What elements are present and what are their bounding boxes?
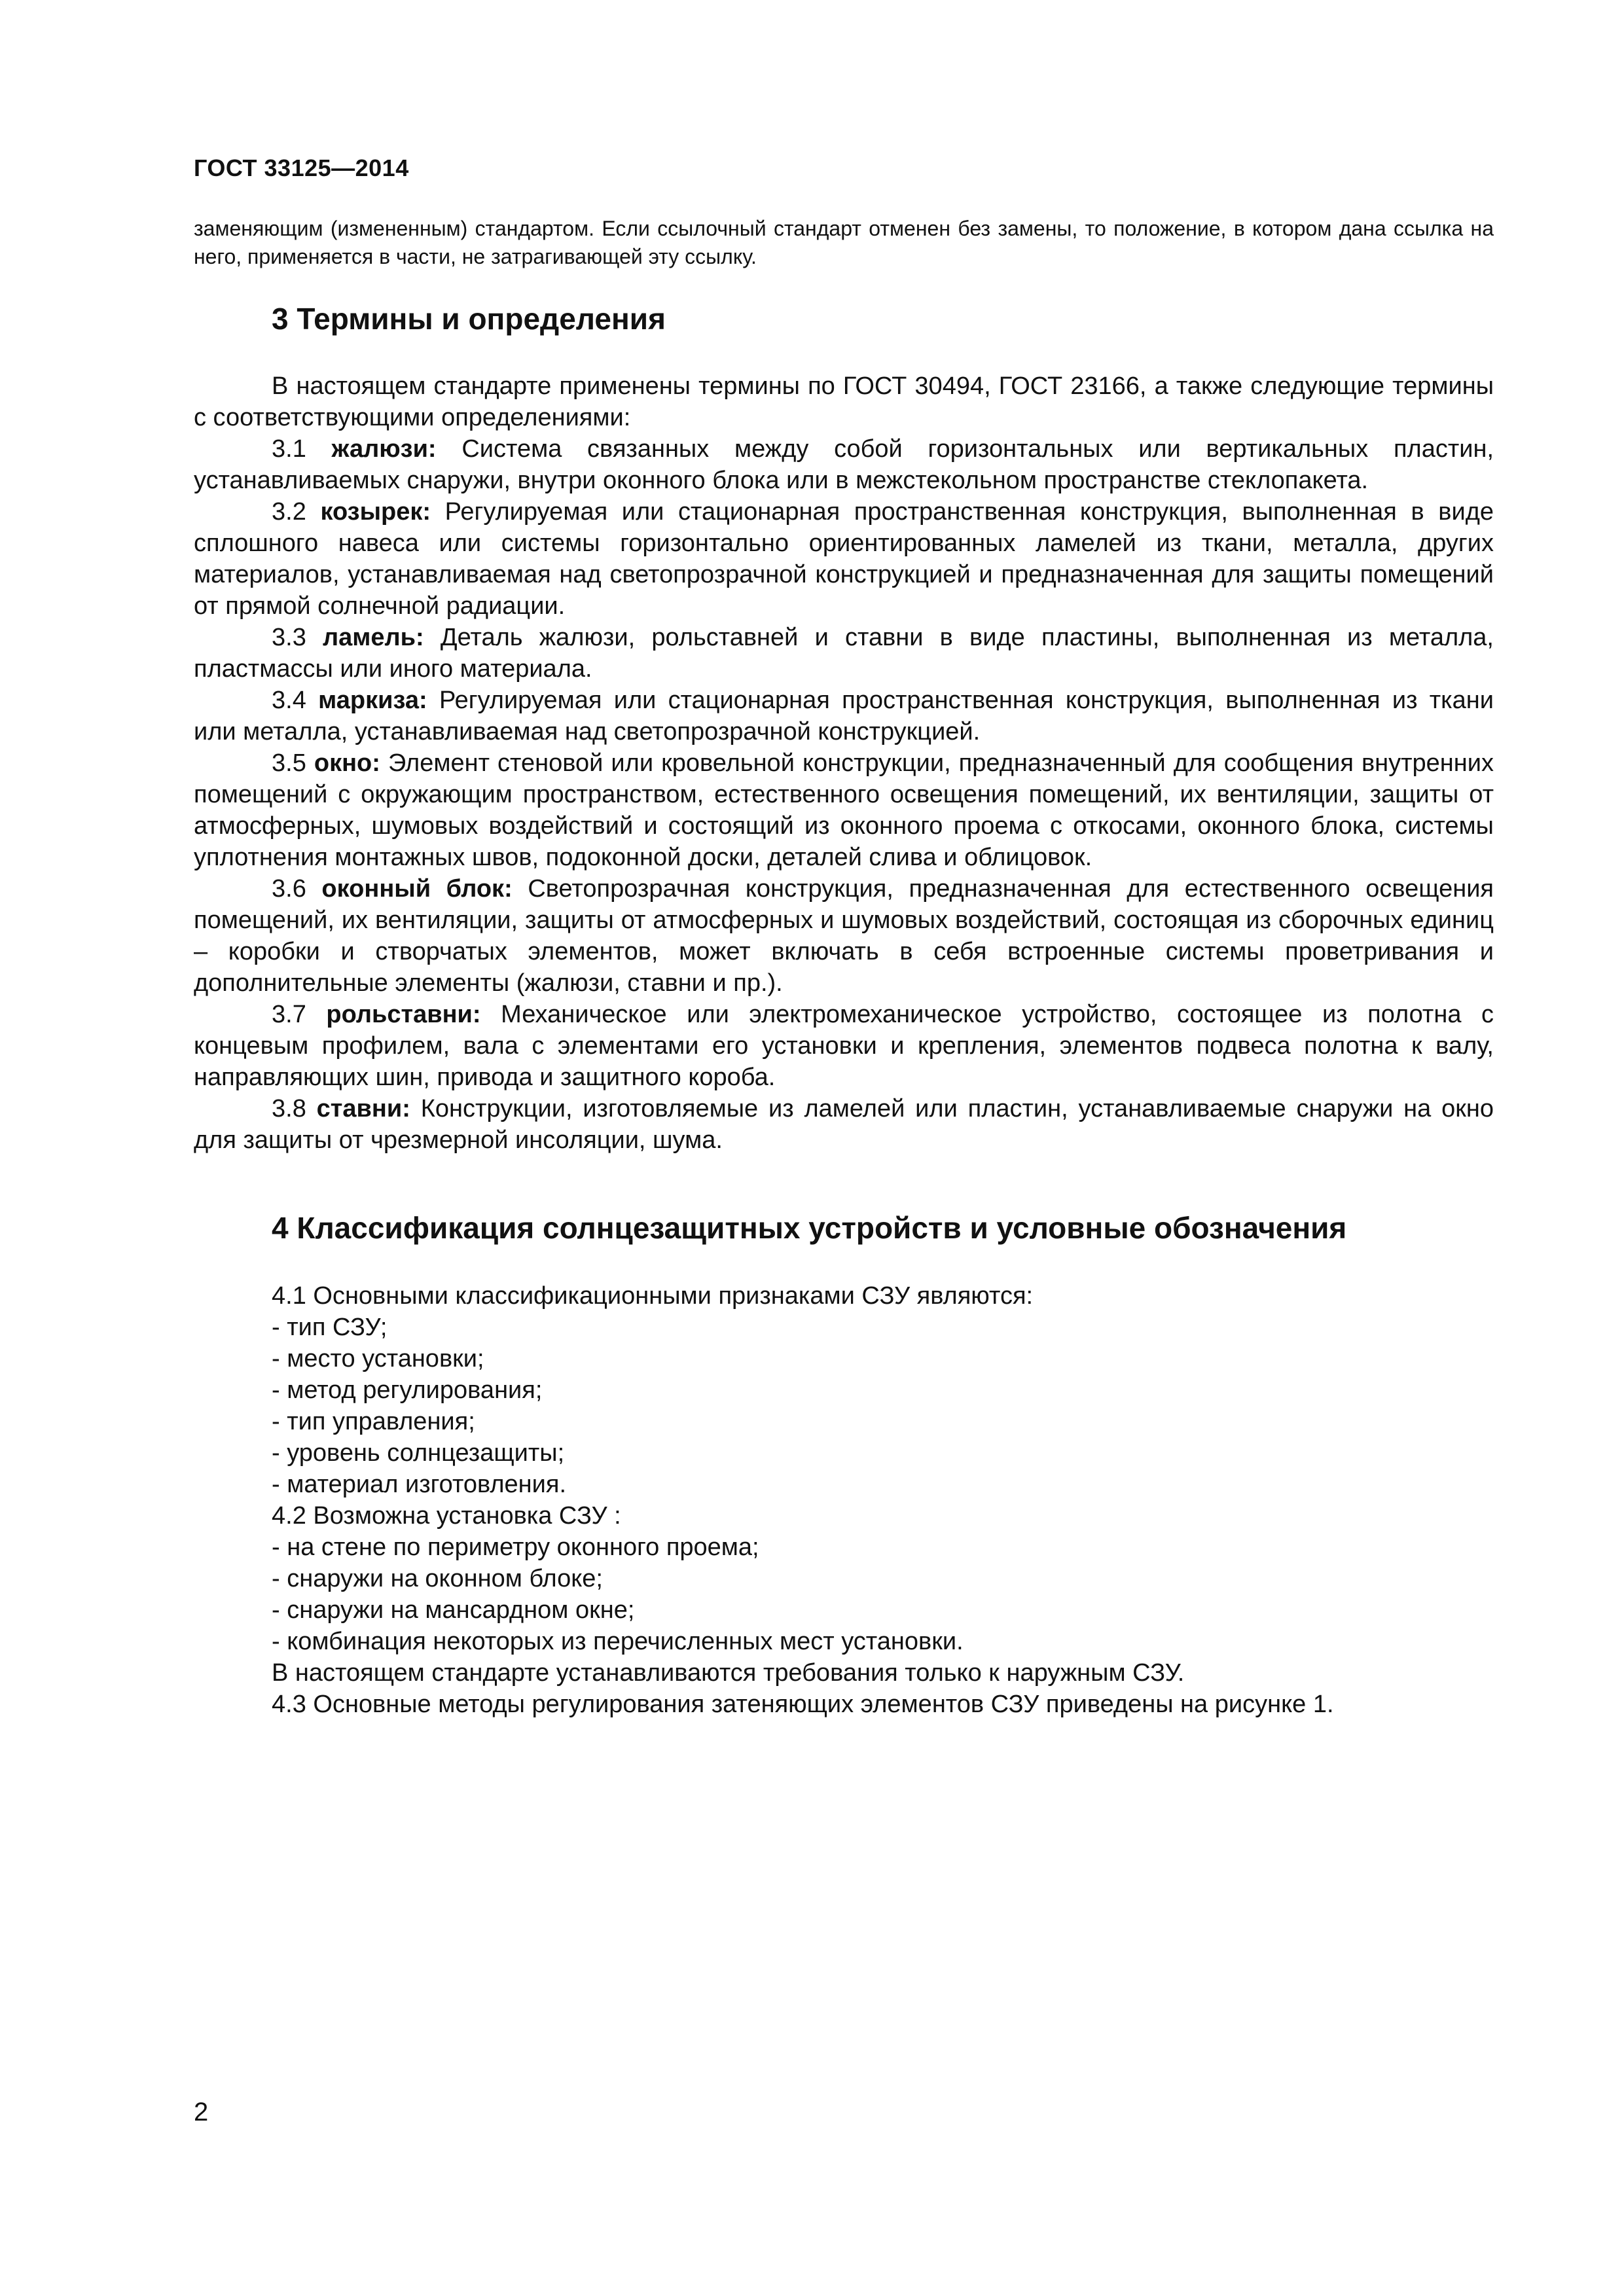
section-4-line: - место установки; (272, 1345, 484, 1372)
term-3-8: 3.8 ставни: Конструкции, изготовляемые из ламелей или пластин, устанавливаемые снаружи на окно для защиты от чрезмерной инсоляции, шума. (194, 1095, 1494, 1154)
section-4-line: - уровень солнцезащиты; (272, 1439, 565, 1467)
section-4-line: - материал изготовления. (272, 1471, 567, 1498)
section-4-line: - на стене по периметру оконного проема; (272, 1534, 759, 1561)
section-3-body (194, 370, 1494, 1156)
section-4-line: - снаружи на оконном блоке; (272, 1565, 603, 1592)
term-label: окно: (314, 749, 380, 777)
section-4-line: 4.1 Основными классификационными признаками СЗУ являются: (272, 1282, 1034, 1310)
section-4-line: 4.2 Возможна установка СЗУ : (272, 1502, 621, 1530)
section-4-line: - комбинация некоторых из перечисленных мест установки. (272, 1628, 964, 1655)
section-4-title: 4 Классификация солнцезащитных устройств и условные обозначения (272, 1211, 1347, 1245)
term-label: ставни: (316, 1095, 410, 1122)
section-4-line: - тип управления; (272, 1408, 475, 1435)
section-4-line: - тип СЗУ; (272, 1314, 388, 1341)
term-3-6: 3.6 оконный блок: Светопрозрачная конструкция, предназначенная для естественного освещения помещений, их вентиляции, защиты от атмосферных и шумовых воздействий, состоящая из сборочных единиц – коробки и створчатых элементов, может включать в себя встроенные системы проветривания и дополнительные элементы (жалюзи, ставни и пр.). (194, 875, 1494, 997)
term-label: ламель: (323, 624, 424, 651)
section-4-line: В настоящем стандарте устанавливаются требования только к наружным СЗУ. (272, 1659, 1185, 1687)
term-3-1: 3.1 жалюзи: Система связанных между собой горизонтальных или вертикальных пластин, устанавливаемых снаружи, внутри оконного блока или в межстекольном пространстве стеклопакета. (194, 435, 1494, 494)
document-header: ГОСТ 33125—2014 (194, 154, 409, 181)
term-3-3: 3.3 ламель: Деталь жалюзи, рольставней и ставни в виде пластины, выполненная из металла, пластмассы или иного материала. (194, 624, 1494, 683)
term-label: рольставни: (326, 1001, 481, 1028)
term-label: маркиза: (318, 687, 427, 714)
term-3-2: 3.2 козырек: Регулируемая или стационарная пространственная конструкция, выполненная в виде сплошного навеса или системы горизонтально ориентированных ламелей из ткани, металла, других материалов, устанавливаемая над светопрозрачной конструкцией и предназначенная для защиты помещений от прямой солнечной радиации. (194, 498, 1494, 620)
section-3-title: 3 Термины и определения (272, 302, 666, 336)
section-4-line: - снаружи на мансардном окне; (272, 1596, 635, 1624)
term-label: козырек: (320, 498, 431, 526)
section-4-line: 4.3 Основные методы регулирования затеняющих элементов СЗУ приведены на рисунке 1. (272, 1691, 1334, 1718)
term-3-5: 3.5 окно: Элемент стеновой или кровельной конструкции, предназначенный для сообщения внутренних помещений с окружающим пространством, естественного освещения помещений, их вентиляции, защиты от атмосферных, шумовых воздействий и состоящий из оконного проема с откосами, оконного блока, системы уплотнения монтажных швов, подоконной доски, деталей слива и облицовок. (194, 749, 1494, 871)
term-label: жалюзи: (331, 435, 437, 463)
term-3-4: 3.4 маркиза: Регулируемая или стационарная пространственная конструкция, выполненная из ткани или металла, устанавливаемая над светопрозрачной конструкцией. (194, 687, 1494, 745)
term-3-7: 3.7 рольставни: Механическое или электромеханическое устройство, состоящее из полотна с концевым профилем, вала с элементами его установки и крепления, элементов подвеса полотна к валу, направляющих шин, привода и защитного короба. (194, 1001, 1494, 1091)
intro-paragraph: заменяющим (измененным) стандартом. Если ссылочный стандарт отменен без замены, то положение, в котором дана ссылка на него, применяется в части, не затрагивающей эту ссылку. (194, 217, 1494, 268)
section-3-lead: В настоящем стандарте применены термины по ГОСТ 30494, ГОСТ 23166, а также следующие термины с соответствующими определениями: (194, 372, 1494, 431)
section-4-body (272, 1280, 1502, 1720)
page-number: 2 (194, 2098, 209, 2126)
section-4-line: - метод регулирования; (272, 1376, 543, 1404)
term-label: оконный блок: (321, 875, 513, 903)
